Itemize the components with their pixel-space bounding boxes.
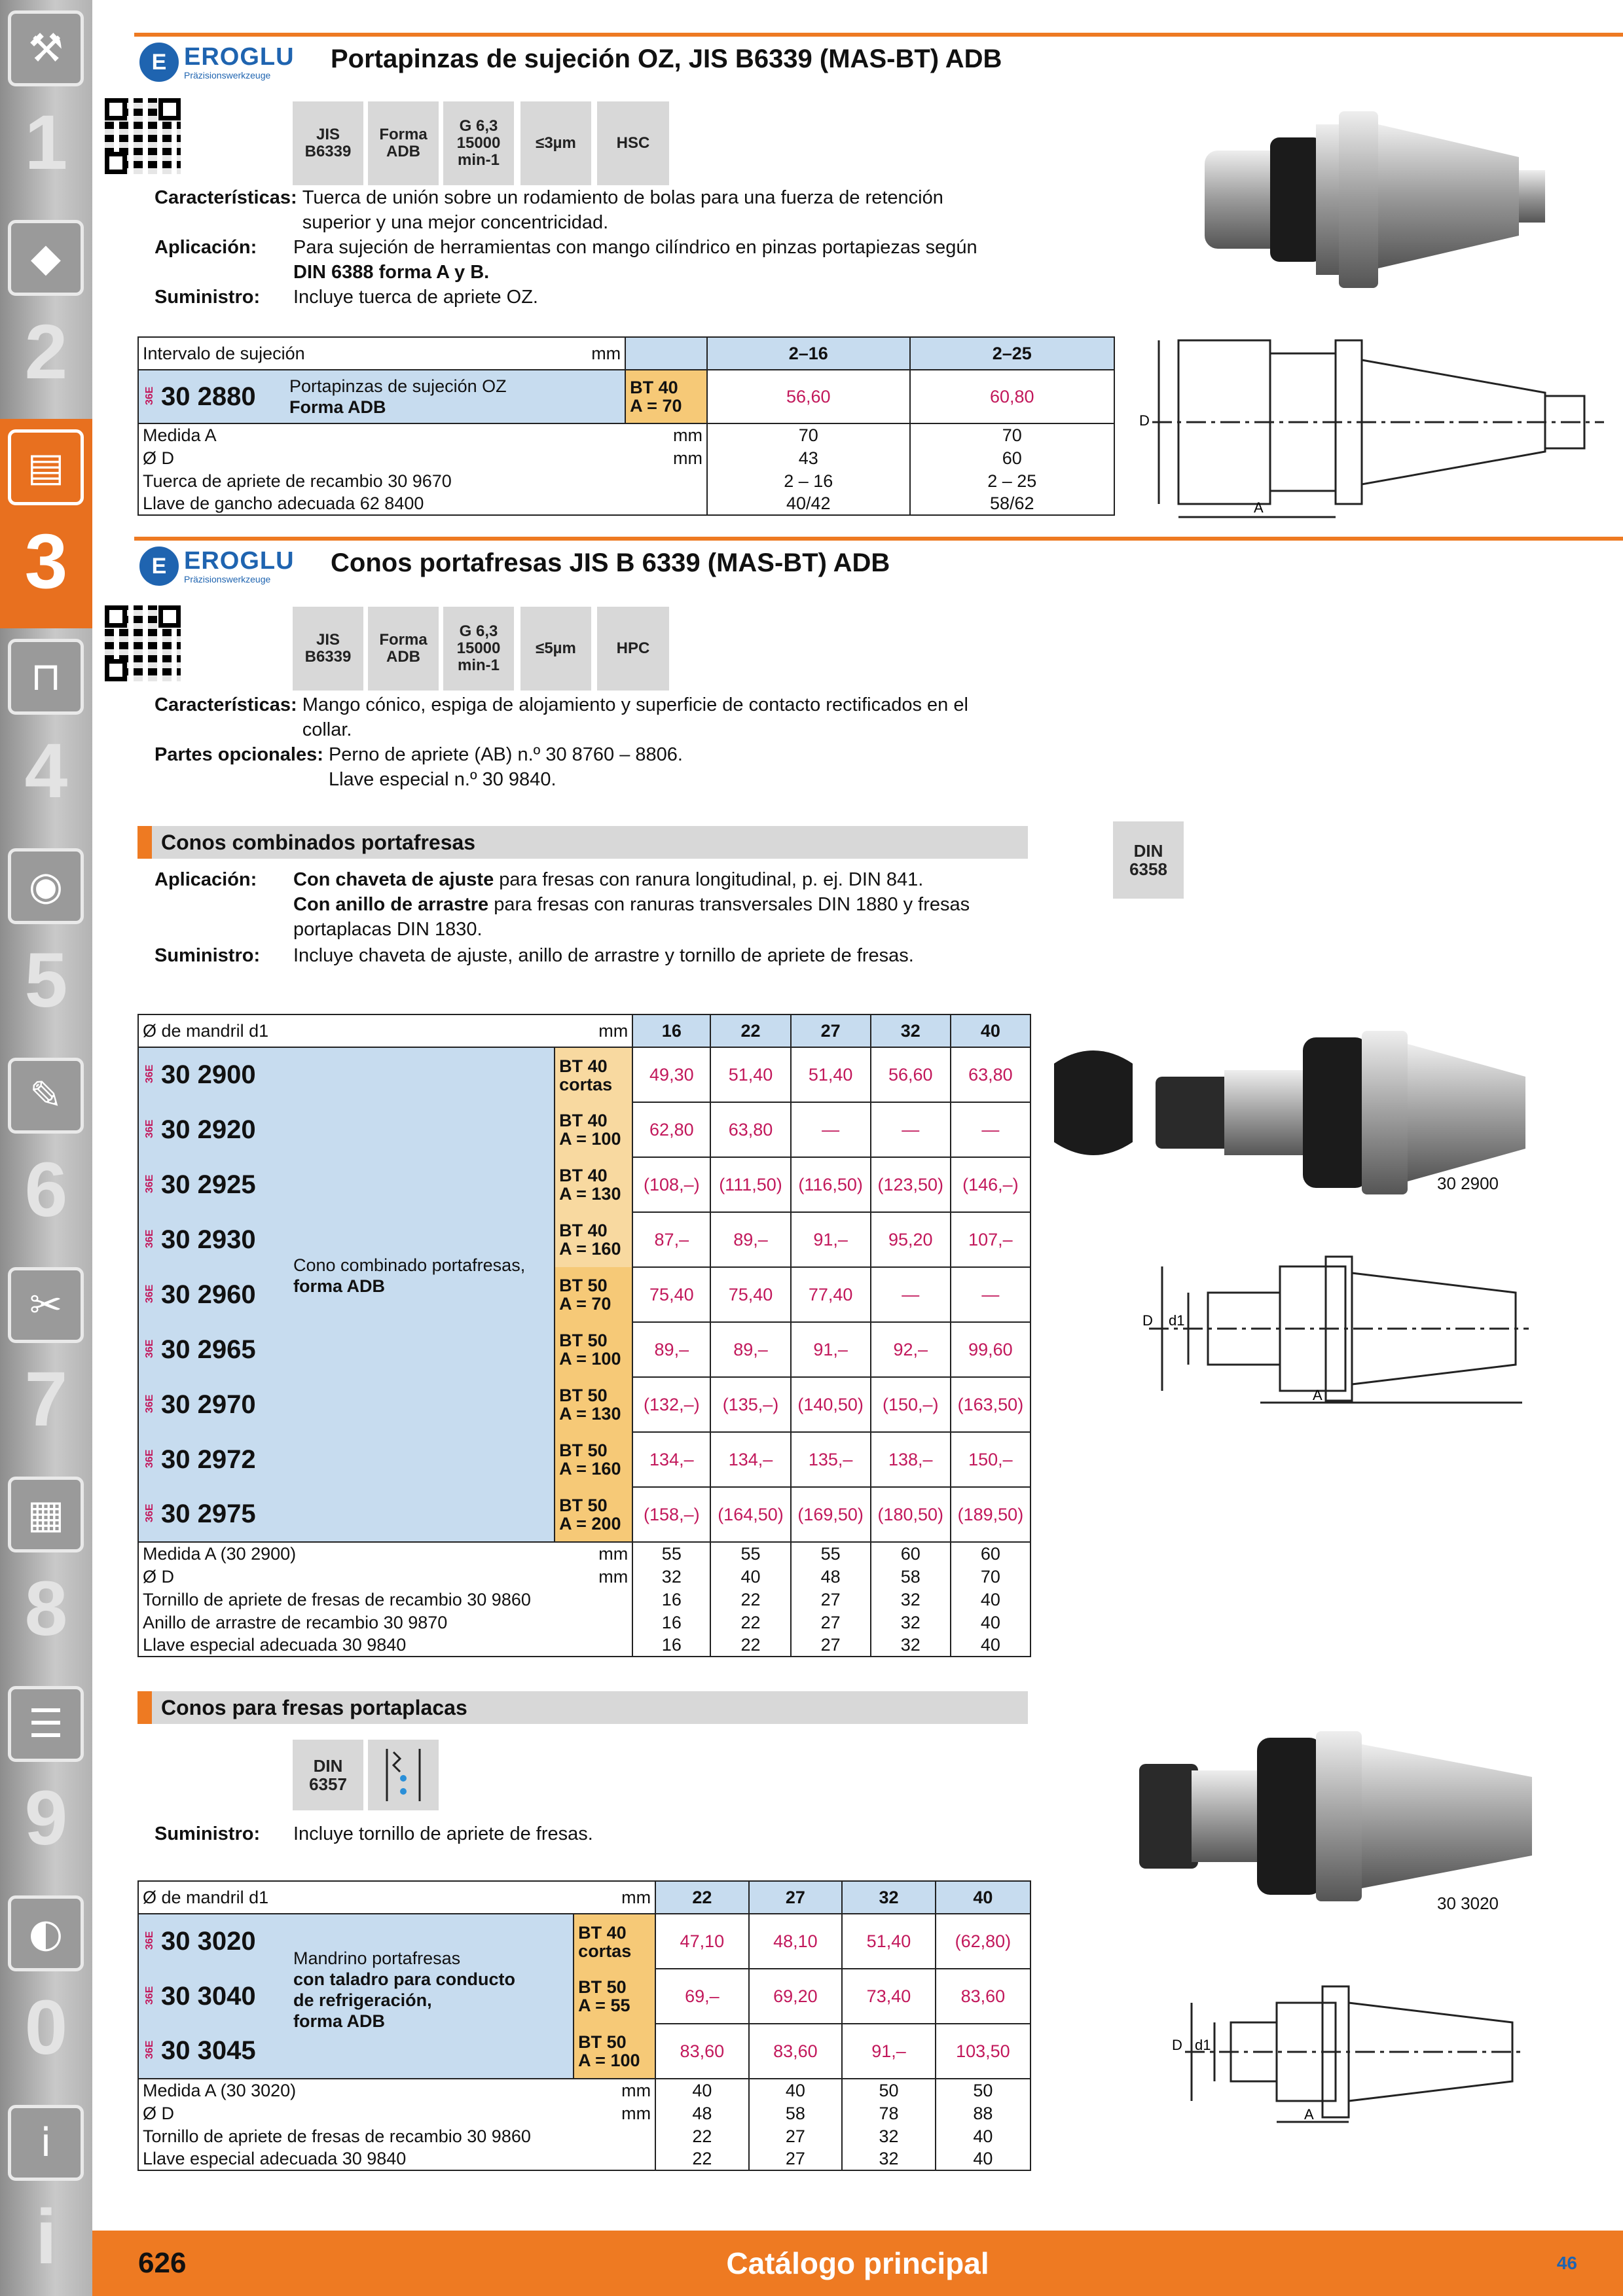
price-cell: 56,60 xyxy=(707,370,909,423)
chapter-sidebar xyxy=(0,0,92,2296)
spec-label: Llave especial adecuada 30 9840 xyxy=(138,1634,632,1657)
supply-block: Suministro: Incluye tornillo de apriete de fresas. xyxy=(155,1823,593,1844)
section-divider xyxy=(134,33,1623,37)
table-row[interactable] xyxy=(138,1914,1030,1969)
section-title: Portapinzas de sujeción OZ, JIS B6339 (MAS-BT) ADB xyxy=(331,45,1002,73)
chapter-number: 3 xyxy=(24,518,68,605)
caliper-icon: ⊓ xyxy=(8,639,84,715)
price-cell: — xyxy=(871,1267,951,1322)
photo-caption: 30 2900 xyxy=(1437,1174,1499,1193)
col-header-label: Ø de mandril d1 mm xyxy=(138,1014,632,1047)
spec-label: Llave de gancho adecuada 62 8400 xyxy=(138,492,625,515)
price-cell: 83,60 xyxy=(749,2024,843,2079)
price-cell: 62,80 xyxy=(632,1102,710,1157)
price-cell: 91,– xyxy=(791,1322,871,1377)
cabinet-icon: ☰ xyxy=(8,1686,84,1762)
price-cell: (164,50) xyxy=(710,1487,790,1542)
table-row[interactable] xyxy=(138,1969,1030,2024)
drill-icon: ⚒ xyxy=(8,10,84,86)
chapter-tab-7[interactable] xyxy=(0,1257,92,1466)
price-cell: 103,50 xyxy=(936,2024,1030,2079)
spec-badge: ≤5µm xyxy=(520,607,591,691)
qr-code-icon[interactable] xyxy=(105,605,181,681)
article-number: 36E 30 2880 xyxy=(144,382,256,411)
spec-label: Medida A (30 2900) mm xyxy=(138,1542,632,1565)
subsection-title: Conos para fresas portaplacas xyxy=(137,1691,1028,1724)
svg-text:A: A xyxy=(1313,1387,1322,1403)
taper-size: BT 40 cortas xyxy=(574,1914,655,1969)
article-number: 36E 30 2972 xyxy=(144,1444,256,1474)
chapter-tab-3[interactable] xyxy=(0,419,92,628)
price-cell: 48,10 xyxy=(749,1914,843,1969)
price-cell: 91,– xyxy=(791,1212,871,1267)
price-cell: 49,30 xyxy=(632,1047,710,1102)
price-cell: (158,–) xyxy=(632,1487,710,1542)
spec-badge: JIS B6339 xyxy=(293,101,363,185)
price-cell: 134,– xyxy=(710,1432,790,1487)
chapter-tab-i[interactable] xyxy=(0,2094,92,2296)
article-number: 36E 30 2960 xyxy=(144,1280,256,1309)
price-cell: 91,– xyxy=(842,2024,936,2079)
taper-size: BT 50 A = 200 xyxy=(555,1487,632,1542)
product-table-302880: Intervalo de sujeción mm 2–16 2–25 36E 30 2880 Portapinzas de sujeción OZ Forma ADB BT 40 A = 70 56,60 60,80 Medida A mm 70 70 Ø D mm 43 60 Tuerca de apriete de recambio 30 9670 2 – 16 2 – 25 Llave de gancho adecuada 62 8400 40/42 58/62 xyxy=(137,336,1115,516)
safety-icon: ◐ xyxy=(8,1895,84,1971)
spec-badge: HPC xyxy=(597,607,669,691)
toolbox-icon: ▦ xyxy=(8,1477,84,1552)
chapter-tab-2[interactable] xyxy=(0,209,92,419)
spec-label: Tornillo de apriete de fresas de recambio 30 9860 xyxy=(138,1588,632,1611)
product-table-combi: Ø de mandril d1 mm 16 22 27 32 40 36E 30 2900 BT 40 cortas 49,30 51,40 51,40 56,60 63,80 36E 30 2920 BT 40 A = 100 62,80 63,80 — — — 36E 30 2925 BT 40 A = 130 (108,–) (111,50) (116,50) (123,50) (146,–) 36E 30 2930 BT 40 A = 160 87,– 89,– 91,– 95,20 107,– 36E 30 2960 Cono combinado portafresas, forma ADB BT 50 A = 70 75,40 75,40 77,40 — — 36E 30 2965 BT 50 A = 100 89,– 89,– 91,– 92,– 99,60 36E 30 2970 BT 50 A = 130 (132,–) (135,–) (140,50) (150,–) (163,50) 36E 30 2972 BT 50 A = 160 134,– 134,– 135,– 138,– 150,– 36E 30 2975 BT 50 A = 200 (158,–) (164,50) (169,50) (180,50) (189,50) Medida A (30 2900) mm 55 55 55 60 60 Ø D mm 32 40 48 58 70 Tornillo de apriete de fresas de recambio 30 9860 16 22 27 32 40 Anillo de arrastre de recambio 30 9870 16 22 27 32 40 Llave especial adecuada 30 9840 16 22 27 32 40 xyxy=(137,1014,1031,1657)
chapter-number: 8 xyxy=(24,1566,68,1652)
taper-size: BT 40 A = 130 xyxy=(555,1157,632,1212)
taper-size: BT 40 A = 100 xyxy=(555,1102,632,1157)
svg-text:A: A xyxy=(1304,2106,1314,2123)
spec-badge: ≤3µm xyxy=(520,101,591,185)
chapter-number: 7 xyxy=(24,1356,68,1443)
price-cell: (123,50) xyxy=(871,1157,951,1212)
spec-label: Anillo de arrastre de recambio 30 9870 xyxy=(138,1611,632,1634)
price-cell: — xyxy=(871,1102,951,1157)
spec-label: Ø D mm xyxy=(138,1565,632,1588)
price-cell: 134,– xyxy=(632,1432,710,1487)
price-cell: 83,60 xyxy=(936,1969,1030,2024)
chapter-number: 4 xyxy=(24,728,68,814)
page-index: 46 xyxy=(1556,2253,1577,2273)
taper-size: BT 50 A = 130 xyxy=(555,1377,632,1432)
price-cell: 99,60 xyxy=(951,1322,1030,1377)
price-cell: 92,– xyxy=(871,1322,951,1377)
dim-label-A: A xyxy=(1254,499,1264,516)
taper-size: BT 50 A = 55 xyxy=(574,1969,655,2024)
qr-code-icon[interactable] xyxy=(105,98,181,174)
table-row[interactable] xyxy=(138,1377,1030,1432)
chapter-number: 0 xyxy=(24,1984,68,2071)
taper-size: BT 50 A = 70 xyxy=(555,1267,632,1322)
price-cell: (111,50) xyxy=(710,1157,790,1212)
price-cell: (150,–) xyxy=(871,1377,951,1432)
chapter-tab-5[interactable] xyxy=(0,838,92,1047)
price-cell: 47,10 xyxy=(655,1914,749,1969)
chapter-tab-1[interactable] xyxy=(0,0,92,209)
article-number: 36E 30 2930 xyxy=(144,1225,256,1254)
price-cell: 63,80 xyxy=(951,1047,1030,1102)
price-cell: 51,40 xyxy=(710,1047,790,1102)
spec-label: Tuerca de apriete de recambio 30 9670 xyxy=(138,469,625,492)
spec-label: Ø D xyxy=(138,446,625,469)
chapter-tab-0[interactable] xyxy=(0,1885,92,2094)
spec-label: Medida A (30 3020) mm xyxy=(138,2079,655,2102)
chapter-number: 9 xyxy=(24,1775,68,1861)
article-number: 36E 30 3020 xyxy=(144,1927,256,1956)
price-cell: 51,40 xyxy=(791,1047,871,1102)
photo-caption: 30 3020 xyxy=(1437,1893,1499,1913)
table-row[interactable] xyxy=(138,1102,1030,1157)
svg-text:D: D xyxy=(1142,1312,1153,1329)
dim-label-D: D xyxy=(1139,412,1150,429)
price-cell: 75,40 xyxy=(632,1267,710,1322)
price-cell: 150,– xyxy=(951,1432,1030,1487)
svg-text:d1: d1 xyxy=(1169,1312,1185,1329)
spec-badge: Forma ADB xyxy=(368,607,439,691)
brand-sub: Präzisionswerkzeuge xyxy=(184,70,271,81)
taper-size: BT 50 A = 100 xyxy=(555,1322,632,1377)
technical-drawing-1 xyxy=(1139,327,1617,524)
price-cell: 95,20 xyxy=(871,1212,951,1267)
price-cell: 77,40 xyxy=(791,1267,871,1322)
spec-label: Medida A xyxy=(138,423,625,446)
price-cell: 75,40 xyxy=(710,1267,790,1322)
collet-chuck-photo xyxy=(1192,98,1558,295)
spec-label: Llave especial adecuada 30 9840 xyxy=(138,2147,655,2170)
table-row[interactable] xyxy=(138,1267,1030,1322)
price-cell: — xyxy=(951,1102,1030,1157)
subsection-title: Conos combinados portafresas xyxy=(137,826,1028,859)
technical-drawing-2 xyxy=(1129,1253,1535,1410)
taper-size: BT 40 A = 160 xyxy=(555,1212,632,1267)
price-cell: (189,50) xyxy=(951,1487,1030,1542)
insert-icon: ◆ xyxy=(8,220,84,296)
price-cell: (163,50) xyxy=(951,1377,1030,1432)
price-cell: (140,50) xyxy=(791,1377,871,1432)
product-description: Mandrino portafresas con taladro para conducto de refrigeración, forma ADB xyxy=(293,1948,516,2031)
article-number: 36E 30 2900 xyxy=(144,1060,256,1089)
coolant-icon xyxy=(368,1740,439,1810)
table-row[interactable] xyxy=(138,1487,1030,1542)
section-divider xyxy=(134,537,1623,541)
chapter-number: i xyxy=(35,2194,57,2280)
table-row[interactable] xyxy=(138,2024,1030,2079)
chapter-number: 1 xyxy=(24,99,68,186)
price-cell: (180,50) xyxy=(871,1487,951,1542)
price-cell: 56,60 xyxy=(871,1047,951,1102)
price-cell: 60,80 xyxy=(910,370,1115,423)
price-cell: (62,80) xyxy=(936,1914,1030,1969)
page-footer xyxy=(92,2231,1623,2296)
spec-badge: JIS B6339 xyxy=(293,607,363,691)
pliers-icon: ✂ xyxy=(8,1267,84,1343)
table-row[interactable] xyxy=(138,1157,1030,1212)
table-row[interactable] xyxy=(138,1322,1030,1377)
brand-mark-icon: E xyxy=(139,43,179,82)
taper-size: BT 50 A = 100 xyxy=(574,2024,655,2079)
toolholder-icon: ▤ xyxy=(8,429,84,505)
price-cell: 69,– xyxy=(655,1969,749,2024)
price-cell: 89,– xyxy=(710,1212,790,1267)
price-cell: (135,–) xyxy=(710,1377,790,1432)
chapter-tab-9[interactable] xyxy=(0,1676,92,1885)
chapter-tab-4[interactable] xyxy=(0,628,92,838)
spec-badge: G 6,3 15000 min-1 xyxy=(443,101,514,185)
shell-arbor-photo xyxy=(1126,1712,1545,1914)
spec-label: Tornillo de apriete de fresas de recambio 30 9860 xyxy=(138,2125,655,2147)
price-cell: — xyxy=(791,1102,871,1157)
spec-badge: Forma ADB xyxy=(368,101,439,185)
price-cell: 87,– xyxy=(632,1212,710,1267)
info-icon: i xyxy=(8,2105,84,2181)
price-cell: (132,–) xyxy=(632,1377,710,1432)
col-header-label: Ø de mandril d1 mm xyxy=(138,1881,655,1914)
catalog-title: Catálogo principal xyxy=(726,2246,989,2280)
price-cell: 107,– xyxy=(951,1212,1030,1267)
features-block-2: Características: Mango cónico, espiga de alojamiento y superficie de contacto rectificados en el collar. Partes opcionales: Perno de apriete (AB) n.º 30 8760 – 8806. Llave especial n.º 30 9840. xyxy=(155,694,968,790)
table-row[interactable] xyxy=(138,1432,1030,1487)
article-number: 36E 30 3040 xyxy=(144,1981,256,2011)
brand-logo: E EROGLU Präzisionswerkzeuge xyxy=(139,540,295,592)
wrench-icon: ✎ xyxy=(8,1058,84,1134)
price-cell: 73,40 xyxy=(842,1969,936,2024)
brand-mark-icon: E xyxy=(139,547,179,586)
article-number: 36E 30 3045 xyxy=(144,2036,256,2065)
price-cell: 138,– xyxy=(871,1432,951,1487)
svg-text:d1: d1 xyxy=(1195,2037,1211,2053)
price-cell: 89,– xyxy=(632,1322,710,1377)
price-cell: 135,– xyxy=(791,1432,871,1487)
article-number: 36E 30 2965 xyxy=(144,1335,256,1364)
article-number: 36E 30 2920 xyxy=(144,1115,256,1144)
brand-logo xyxy=(139,36,295,88)
chapter-number: 5 xyxy=(24,937,68,1024)
brand-name: EROGLU xyxy=(184,43,295,71)
application-block: Aplicación: Con chaveta de ajuste para fresas con ranura longitudinal, p. ej. DIN 841. Con anillo de arrastre para fresas con ranuras transversales DIN 1880 y fresas portaplacas DIN 1830. Suministro: Incluye chaveta de ajuste, anillo de arrastre y tornillo de apriete de fresas. xyxy=(155,869,970,966)
chapter-number: 2 xyxy=(24,309,68,395)
taper-size: BT 40 cortas xyxy=(555,1047,632,1102)
price-cell: (169,50) xyxy=(791,1487,871,1542)
grinder-icon: ◉ xyxy=(8,848,84,924)
product-description: Cono combinado portafresas, forma ADB xyxy=(293,1255,526,1296)
spec-badge: HSC xyxy=(597,101,669,185)
din-badge: DIN 6357 xyxy=(293,1740,363,1810)
technical-drawing-3 xyxy=(1159,1977,1532,2127)
price-cell: (108,–) xyxy=(632,1157,710,1212)
chapter-number: 6 xyxy=(24,1147,68,1233)
price-cell: (116,50) xyxy=(791,1157,871,1212)
table-row[interactable] xyxy=(138,1047,1030,1102)
svg-text:D: D xyxy=(1172,2037,1182,2053)
price-cell: 69,20 xyxy=(749,1969,843,2024)
article-number: 36E 30 2925 xyxy=(144,1170,256,1199)
price-cell: — xyxy=(951,1267,1030,1322)
chapter-tab-8[interactable] xyxy=(0,1466,92,1676)
spec-label: Ø D mm xyxy=(138,2102,655,2125)
product-table-shell: Ø de mandril d1 mm 22 27 32 40 36E 30 3020 Mandrino portafresas con taladro para conducto de refrigeración, forma ADB BT 40 cortas 47,10 48,10 51,40 (62,80) 36E 30 3040 BT 50 A = 55 69,– 69,20 73,40 83,60 36E 30 3045 BT 50 A = 100 83,60 83,60 91,– 103,50 Medida A (30 3020) mm 40 40 50 50 Ø D mm 48 58 78 88 Tornillo de apriete de fresas de recambio 30 9860 22 27 32 40 Llave especial adecuada 30 9840 22 27 32 40 xyxy=(137,1880,1031,2171)
price-cell: 89,– xyxy=(710,1322,790,1377)
price-cell: (146,–) xyxy=(951,1157,1030,1212)
article-number: 36E 30 2975 xyxy=(144,1499,256,1528)
price-cell: 51,40 xyxy=(842,1914,936,1969)
chapter-tab-6[interactable] xyxy=(0,1047,92,1257)
taper-size: BT 50 A = 160 xyxy=(555,1432,632,1487)
article-number: 36E 30 2970 xyxy=(144,1390,256,1419)
table-row[interactable] xyxy=(138,1212,1030,1267)
section-title: Conos portafresas JIS B 6339 (MAS-BT) ADB xyxy=(331,548,890,577)
spec-badge: G 6,3 15000 min-1 xyxy=(443,607,514,691)
col-header-label: Intervalo de sujeción mm xyxy=(138,337,625,370)
features-block: Características: Tuerca de unión sobre un rodamiento de bolas para una fuerza de retención superior y una mejor concentricidad. Aplicación: Para sujeción de herramientas con mango cilíndrico en pinzas portapiezas según DIN 6388 forma A y B. Suministro: Incluye tuerca de apriete OZ. xyxy=(155,187,977,308)
price-cell: 63,80 xyxy=(710,1102,790,1157)
din-badge: DIN 6358 xyxy=(1113,821,1184,899)
page-number: 626 xyxy=(138,2247,187,2279)
price-cell: 83,60 xyxy=(655,2024,749,2079)
